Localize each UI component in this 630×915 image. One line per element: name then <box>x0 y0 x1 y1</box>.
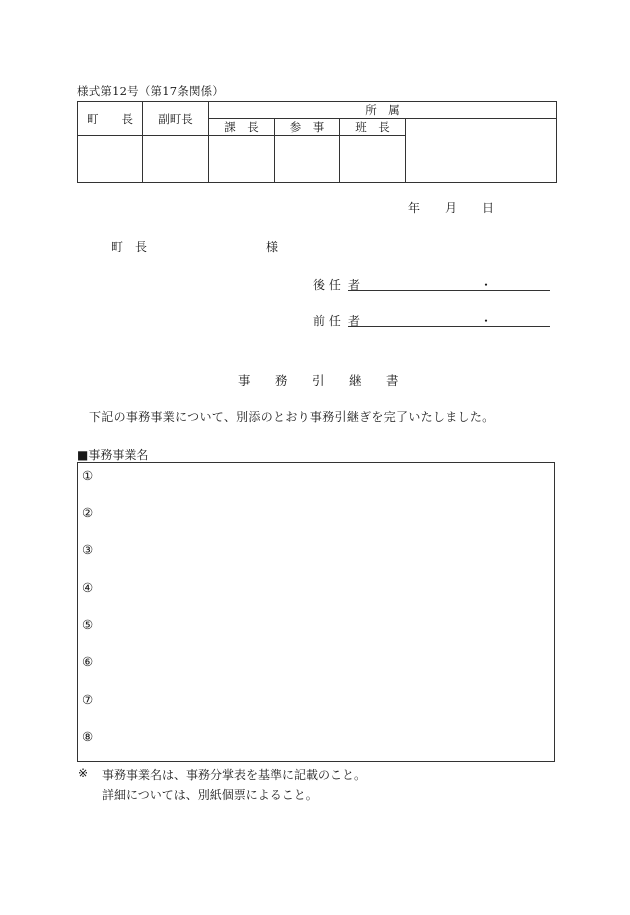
form-number: 様式第12号（第17条関係） <box>77 84 225 98</box>
predecessor-name-field[interactable] <box>348 311 550 327</box>
approval-stamp-table <box>77 101 557 183</box>
list-item-number: ⑧ <box>82 729 94 744</box>
date-month-label: 月 <box>445 201 458 215</box>
mayor-header: 町 長 <box>78 102 143 136</box>
document-title <box>238 371 423 389</box>
list-item-number: ③ <box>82 542 94 557</box>
addressee-title: 町 長 <box>111 240 148 254</box>
note-mark: ※ <box>78 766 89 780</box>
list-item-number: ① <box>82 468 94 483</box>
section-chief-header: 課 長 <box>209 119 275 136</box>
team-leader-stamp-cell[interactable] <box>340 136 406 183</box>
successor-name-field[interactable] <box>348 275 550 291</box>
addressee-honorific: 様 <box>266 240 279 254</box>
date-line <box>408 199 494 216</box>
title-char: 務 <box>275 373 288 388</box>
list-item-number: ⑤ <box>82 617 94 632</box>
list-item-number: ⑥ <box>82 654 94 669</box>
successor-separator: ・ <box>480 278 493 292</box>
section-label: ■事務事業名 <box>77 448 149 462</box>
successor-suffix: 者 <box>348 278 361 292</box>
mayor-stamp-cell[interactable] <box>78 136 143 183</box>
affiliation-header: 所 属 <box>209 102 557 119</box>
counselor-stamp-cell[interactable] <box>275 136 340 183</box>
title-char: 引 <box>312 373 325 388</box>
team-leader-header: 班 長 <box>340 119 406 136</box>
successor-label: 後 任 <box>313 278 341 292</box>
note-line-1: 事務事業名は、事務分掌表を基準に記載のこと。 <box>102 768 367 782</box>
affiliation-extra-stamp-cell[interactable] <box>406 119 557 183</box>
predecessor-label: 前 任 <box>313 314 341 328</box>
counselor-header: 参 事 <box>275 119 340 136</box>
title-char: 書 <box>386 373 399 388</box>
deputy-mayor-stamp-cell[interactable] <box>143 136 209 183</box>
note-line-2: 詳細については、別紙個票によること。 <box>102 788 318 802</box>
title-char: 事 <box>238 373 251 388</box>
title-char: 継 <box>349 373 362 388</box>
date-year-label: 年 <box>408 201 421 215</box>
statement-text: 下記の事務事業について、別添のとおり事務引継ぎを完了いたしました。 <box>89 410 495 424</box>
list-item-number: ⑦ <box>82 692 94 707</box>
business-list-box[interactable] <box>77 462 555 762</box>
section-chief-stamp-cell[interactable] <box>209 136 275 183</box>
date-day-label: 日 <box>482 201 495 215</box>
predecessor-separator: ・ <box>480 314 493 328</box>
deputy-mayor-header: 副町長 <box>143 102 209 136</box>
list-item-number: ② <box>82 505 94 520</box>
predecessor-suffix: 者 <box>348 314 361 328</box>
list-item-number: ④ <box>82 580 94 595</box>
